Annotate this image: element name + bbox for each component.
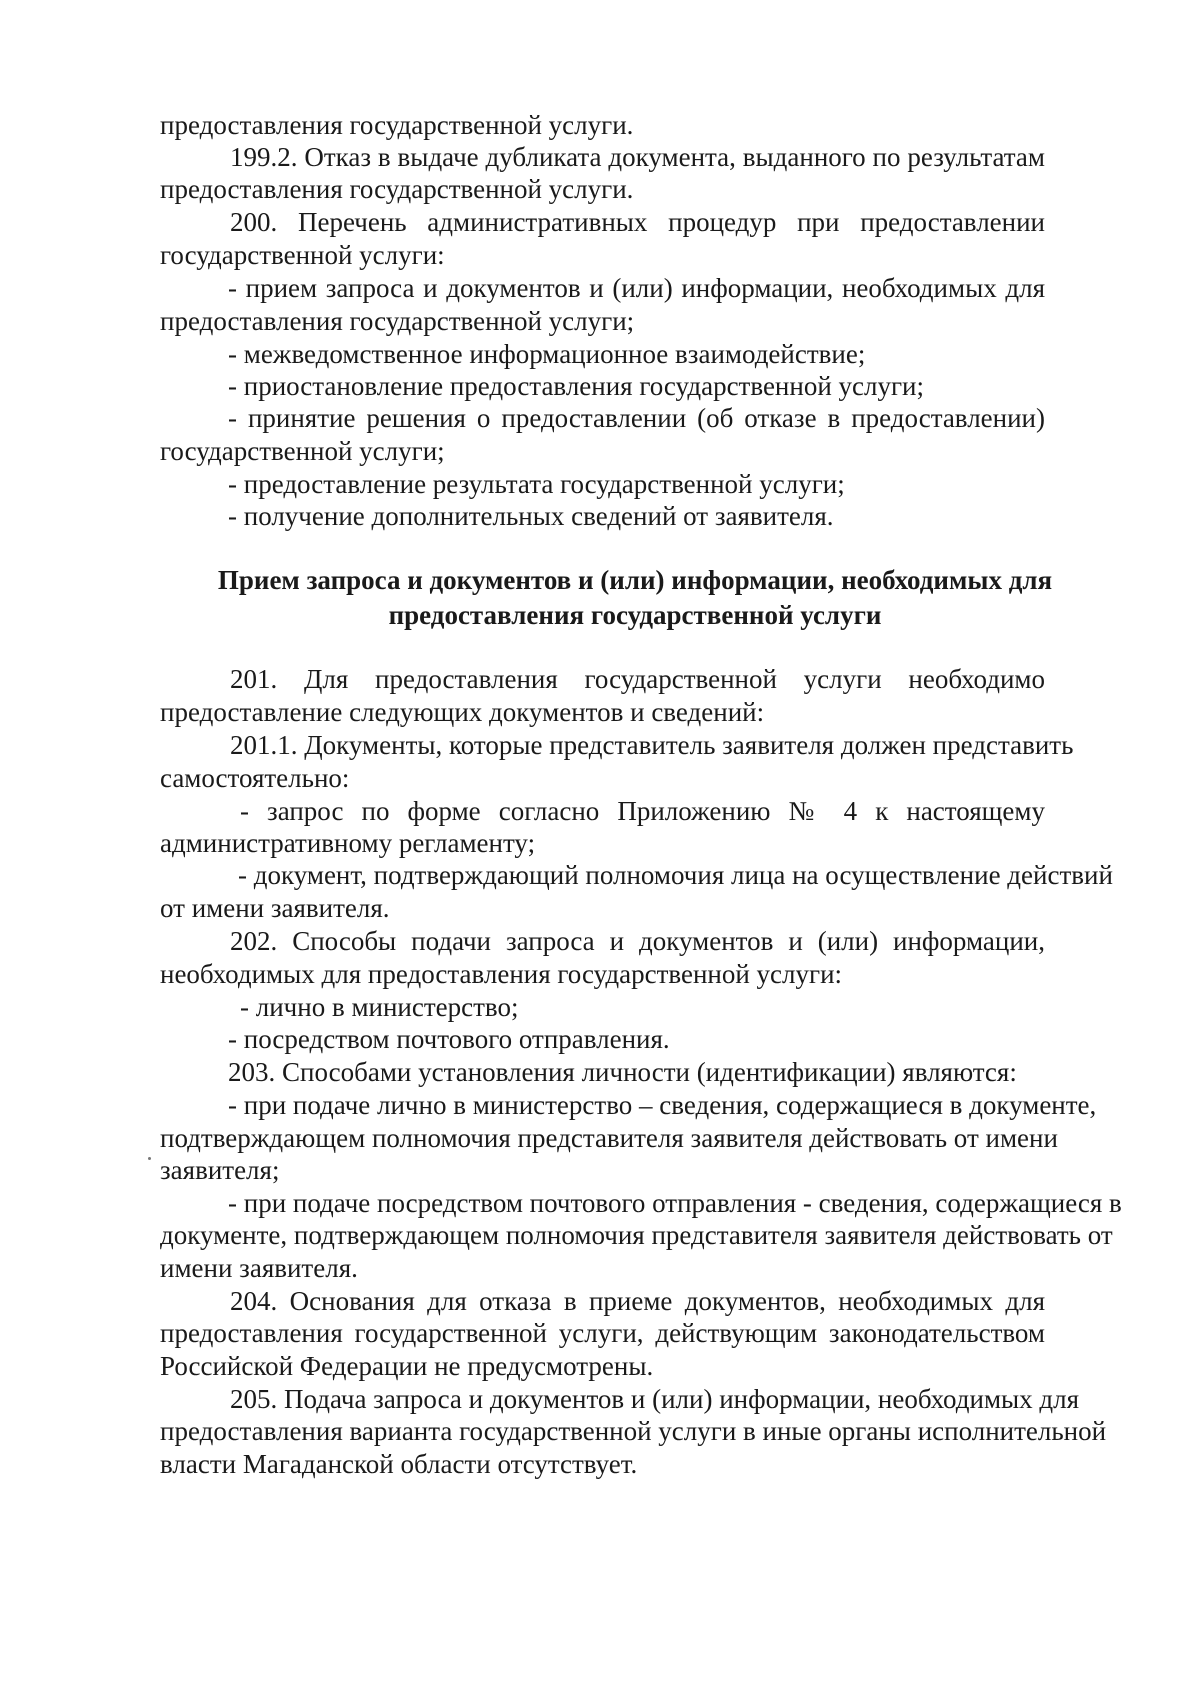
text-line: подтверждающем полномочия представителя заявителя действовать от имени <box>160 1123 1058 1153</box>
scan-speck <box>148 1157 151 1160</box>
text-line: - предоставление результата государственной услуги; <box>228 469 845 499</box>
section-heading-line2: предоставления государственной услуги <box>388 600 882 630</box>
text-line: самостоятельно: <box>160 763 350 793</box>
text-line: необходимых для предоставления государственной услуги: <box>160 959 843 989</box>
text-line: предоставление следующих документов и сведений: <box>160 697 765 727</box>
text-line: заявителя; <box>160 1155 280 1185</box>
text-line: 202. Способы подачи запроса и документов и (или) информации, <box>230 926 1045 956</box>
text-line: - документ, подтверждающий полномочия лица на осуществление действий <box>238 860 1113 890</box>
text-line: 205. Подача запроса и документов и (или) информации, необходимых для <box>230 1384 1080 1414</box>
text-line: имени заявителя. <box>160 1253 358 1283</box>
text-line: административному регламенту; <box>160 828 536 858</box>
text-line: власти Магаданской области отсутствует. <box>160 1449 638 1479</box>
text-line: предоставления государственной услуги. <box>160 174 634 204</box>
text-line: - прием запроса и документов и (или) информации, необходимых для <box>228 273 1045 303</box>
text-line: предоставления государственной услуги. <box>160 110 634 140</box>
text-line: от имени заявителя. <box>160 893 390 923</box>
text-line: государственной услуги: <box>160 240 445 270</box>
text-line: 199.2. Отказ в выдаче дубликата документа, выданного по результатам <box>230 142 1045 172</box>
text-line: 203. Способами установления личности (идентификации) являются: <box>228 1057 1017 1087</box>
text-line: документе, подтверждающем полномочия представителя заявителя действовать от <box>160 1220 1113 1250</box>
text-line: - при подаче лично в министерство – сведения, содержащиеся в документе, <box>228 1090 1097 1120</box>
text-line: 200. Перечень административных процедур при предоставлении <box>230 207 1045 237</box>
text-line: - запрос по форме согласно Приложению № 4 к настоящему <box>240 796 1045 826</box>
text-line: - принятие решения о предоставлении (об отказе в предоставлении) <box>228 403 1045 433</box>
text-line: - получение дополнительных сведений от заявителя. <box>228 501 834 531</box>
text-line: - посредством почтового отправления. <box>228 1024 670 1054</box>
text-line: - приостановление предоставления государственной услуги; <box>228 371 925 401</box>
text-line: Российской Федерации не предусмотрены. <box>160 1351 654 1381</box>
text-line: - межведомственное информационное взаимодействие; <box>228 339 866 369</box>
section-heading-line1: Прием запроса и документов и (или) информации, необходимых для <box>217 565 1053 595</box>
text-line: 204. Основания для отказа в приеме документов, необходимых для <box>230 1286 1045 1316</box>
text-line: - лично в министерство; <box>240 992 519 1022</box>
text-line: - при подаче посредством почтового отправления - сведения, содержащиеся в <box>228 1188 1122 1218</box>
text-line: 201.1. Документы, которые представитель заявителя должен представить <box>230 730 1074 760</box>
text-line: предоставления государственной услуги; <box>160 306 635 336</box>
text-line: государственной услуги; <box>160 436 445 466</box>
text-line: предоставления варианта государственной услуги в иные органы исполнительной <box>160 1416 1107 1446</box>
text-line: предоставления государственной услуги, действующим законодательством <box>160 1318 1045 1348</box>
text-line: 201. Для предоставления государственной услуги необходимо <box>230 664 1045 694</box>
